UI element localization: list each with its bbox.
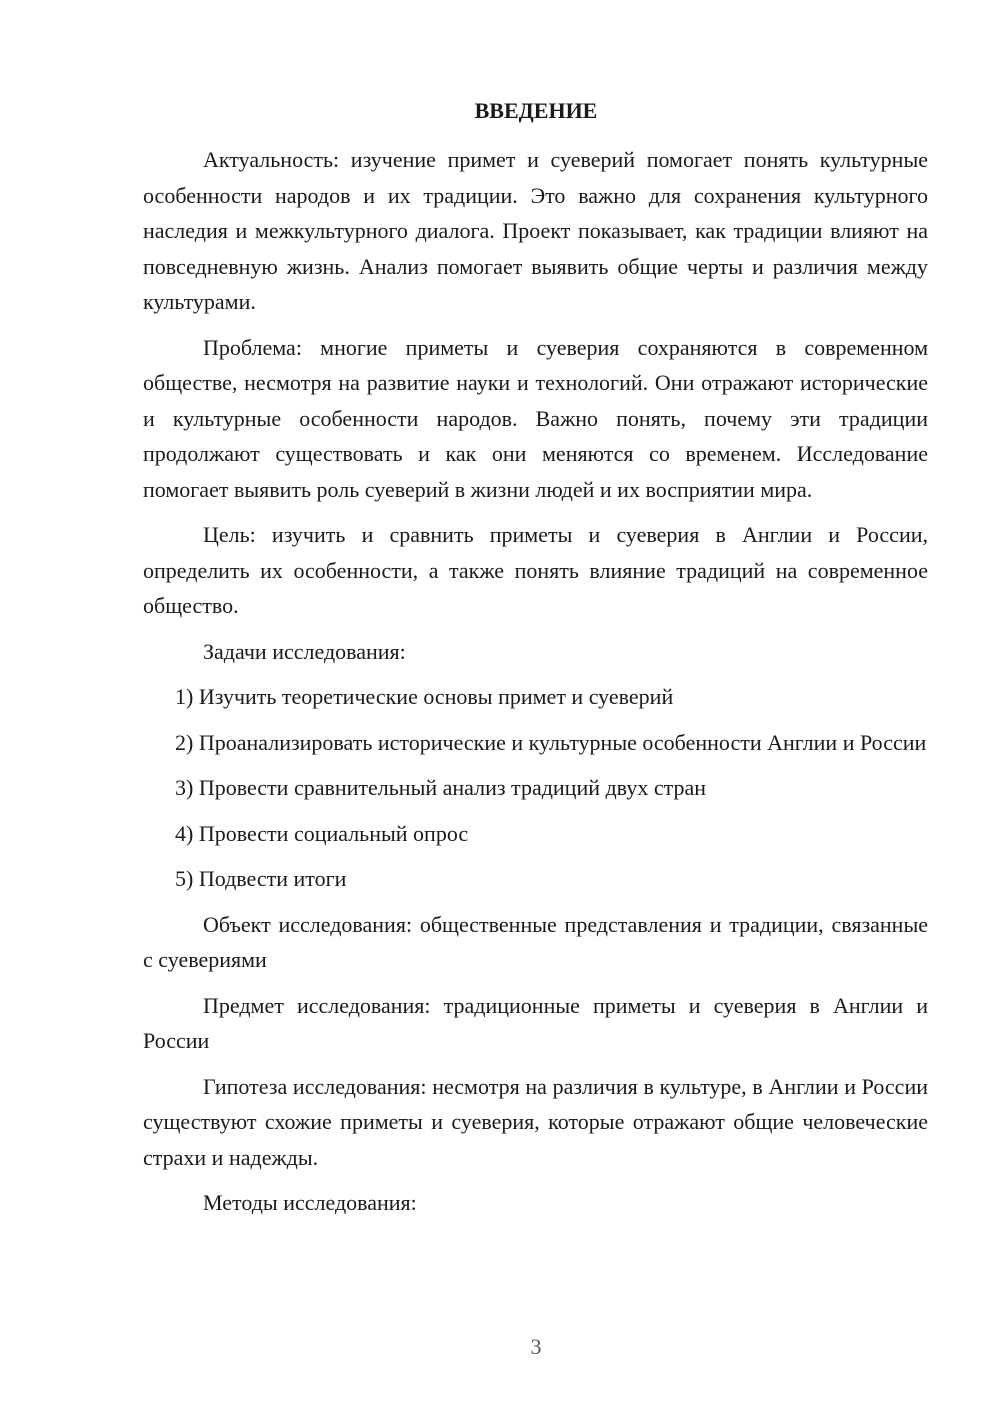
relevance-paragraph: Актуальность: изучение примет и суеверий помогает понять культурные особенности народов и их традиции. Это важно для сохранения культурного наследия и межкультурного диалога. Проект показывает, как традиции влияют на повседневную жизнь. Анализ помогает выявить общие черты и различия между культурами. xyxy=(143,147,928,314)
subject-paragraph: Предмет исследования: традиционные приметы и суеверия в Англии и России xyxy=(143,992,928,1053)
task-item: 2) Проанализировать исторические и культурные особенности Англии и России xyxy=(175,729,927,755)
task-item: 1) Изучить теоретические основы примет и суеверий xyxy=(175,684,674,709)
tasks-heading: Задачи исследования: xyxy=(203,638,406,664)
task-item: 4) Провести социальный опрос xyxy=(175,820,469,846)
task-item: 5) Подвести итоги xyxy=(175,866,347,891)
page-number: 3 xyxy=(530,1334,542,1359)
page-title: ВВЕДЕНИЕ xyxy=(474,98,598,123)
hypothesis-paragraph: Гипотеза исследования: несмотря на различия в культуре, в Англии и России существуют схожие приметы и суеверия, которые отражают общие человеческие страхи и надежды. xyxy=(143,1073,928,1170)
problem-paragraph: Проблема: многие приметы и суеверия сохраняются в современном обществе, несмотря на развитие науки и технологий. Они отражают исторические и культурные особенности народов. Важно понять, почему эти традиции продолжают существовать и как они меняются со временем. Исследование помогает выявить роль суеверий в жизни людей и их восприятии мира. xyxy=(143,334,928,502)
task-item: 3) Провести сравнительный анализ традиций двух стран xyxy=(175,775,707,800)
document-body xyxy=(143,142,928,1231)
methods-heading: Методы исследования: xyxy=(203,1190,417,1215)
object-paragraph: Объект исследования: общественные представления и традиции, связанные с суевериями xyxy=(143,911,928,972)
goal-paragraph: Цель: изучить и сравнить приметы и суеверия в Англии и России, определить их особенности, а также понять влияние традиций на современное общество. xyxy=(143,522,928,618)
